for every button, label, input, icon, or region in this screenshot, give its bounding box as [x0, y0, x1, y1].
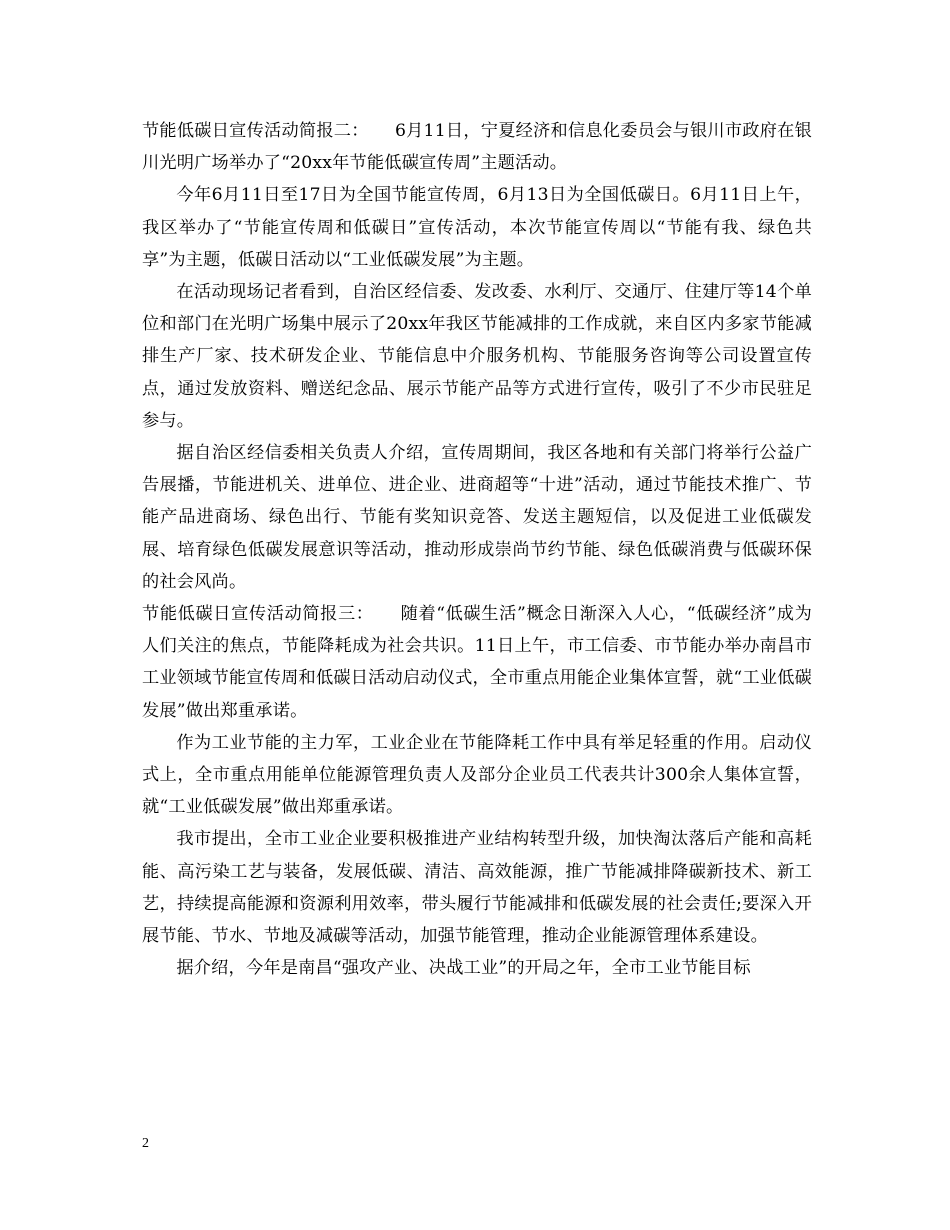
paragraph: 据介绍，今年是南昌“强攻产业、决战工业”的开局之年，全市工业节能目标 — [176, 958, 751, 979]
paragraph: 在活动现场记者看到，自治区经信委、发改委、水利厅、交通厅、住建厅等14个单位和部门在光明广场集中展示了20xx年我区节能减排的工作成就，来自区内多家节能减排生产厂家、技术研发企业、节能信息中介服务机构、节能服务咨询等公司设置宣传点，通过发放资料、赠送纪念品、展示节能产品等方式进行宣传，吸引了不少市民驻足参与。 — [142, 282, 812, 431]
paragraph: 今年6月11日至17日为全国节能宣传周，6月13日为全国低碳日。6月11日上午，我区举办了“节能宣传周和低碳日”宣传活动，本次节能宣传周以“节能有我、绿色共享”为主题，低碳日活动以“工业低碳发展”为主题。 — [142, 185, 812, 270]
paragraph: 节能低碳日宣传活动简报三： 随着“低碳生活”概念日渐深入人心，“低碳经济”成为人们关注的焦点，节能降耗成为社会共识。11日上午，市工信委、市节能办举办南昌市工业领域节能宣传周和低碳日活动启动仪式，全市重点用能企业集体宣誓，就“工业低碳发展”做出郑重承诺。 — [142, 604, 812, 721]
paragraph: 节能低碳日宣传活动简报二： 6月11日，宁夏经济和信息化委员会与银川市政府在银川光明广场举办了“20xx年节能低碳宣传周”主题活动。 — [142, 121, 812, 174]
page-number: 2 — [142, 1136, 149, 1151]
paragraph: 据自治区经信委相关负责人介绍，宣传周期间，我区各地和有关部门将举行公益广告展播，节能进机关、进单位、进企业、进商超等“十进”活动，通过节能技术推广、节能产品进商场、绿色出行、节能有奖知识竞答、发送主题短信，以及促进工业低碳发展、培育绿色低碳发展意识等活动，推动形成崇尚节约节能、绿色低碳消费与低碳环保的社会风尚。 — [142, 443, 812, 592]
document-body — [142, 115, 812, 984]
paragraph: 我市提出，全市工业企业要积极推进产业结构转型升级，加快淘汰落后产能和高耗能、高污染工艺与装备，发展低碳、清洁、高效能源，推广节能减排降碳新技术、新工艺，持续提高能源和资源利用效率，带头履行节能减排和低碳发展的社会责任;要深入开展节能、节水、节地及减碳等活动，加强节能管理，推动企业能源管理体系建设。 — [142, 829, 812, 947]
paragraph: 作为工业节能的主力军，工业企业在节能降耗工作中具有举足轻重的作用。启动仪式上，全市重点用能单位能源管理负责人及部分企业员工代表共计300余人集体宣誓，就“工业低碳发展”做出郑重承诺。 — [142, 732, 812, 818]
